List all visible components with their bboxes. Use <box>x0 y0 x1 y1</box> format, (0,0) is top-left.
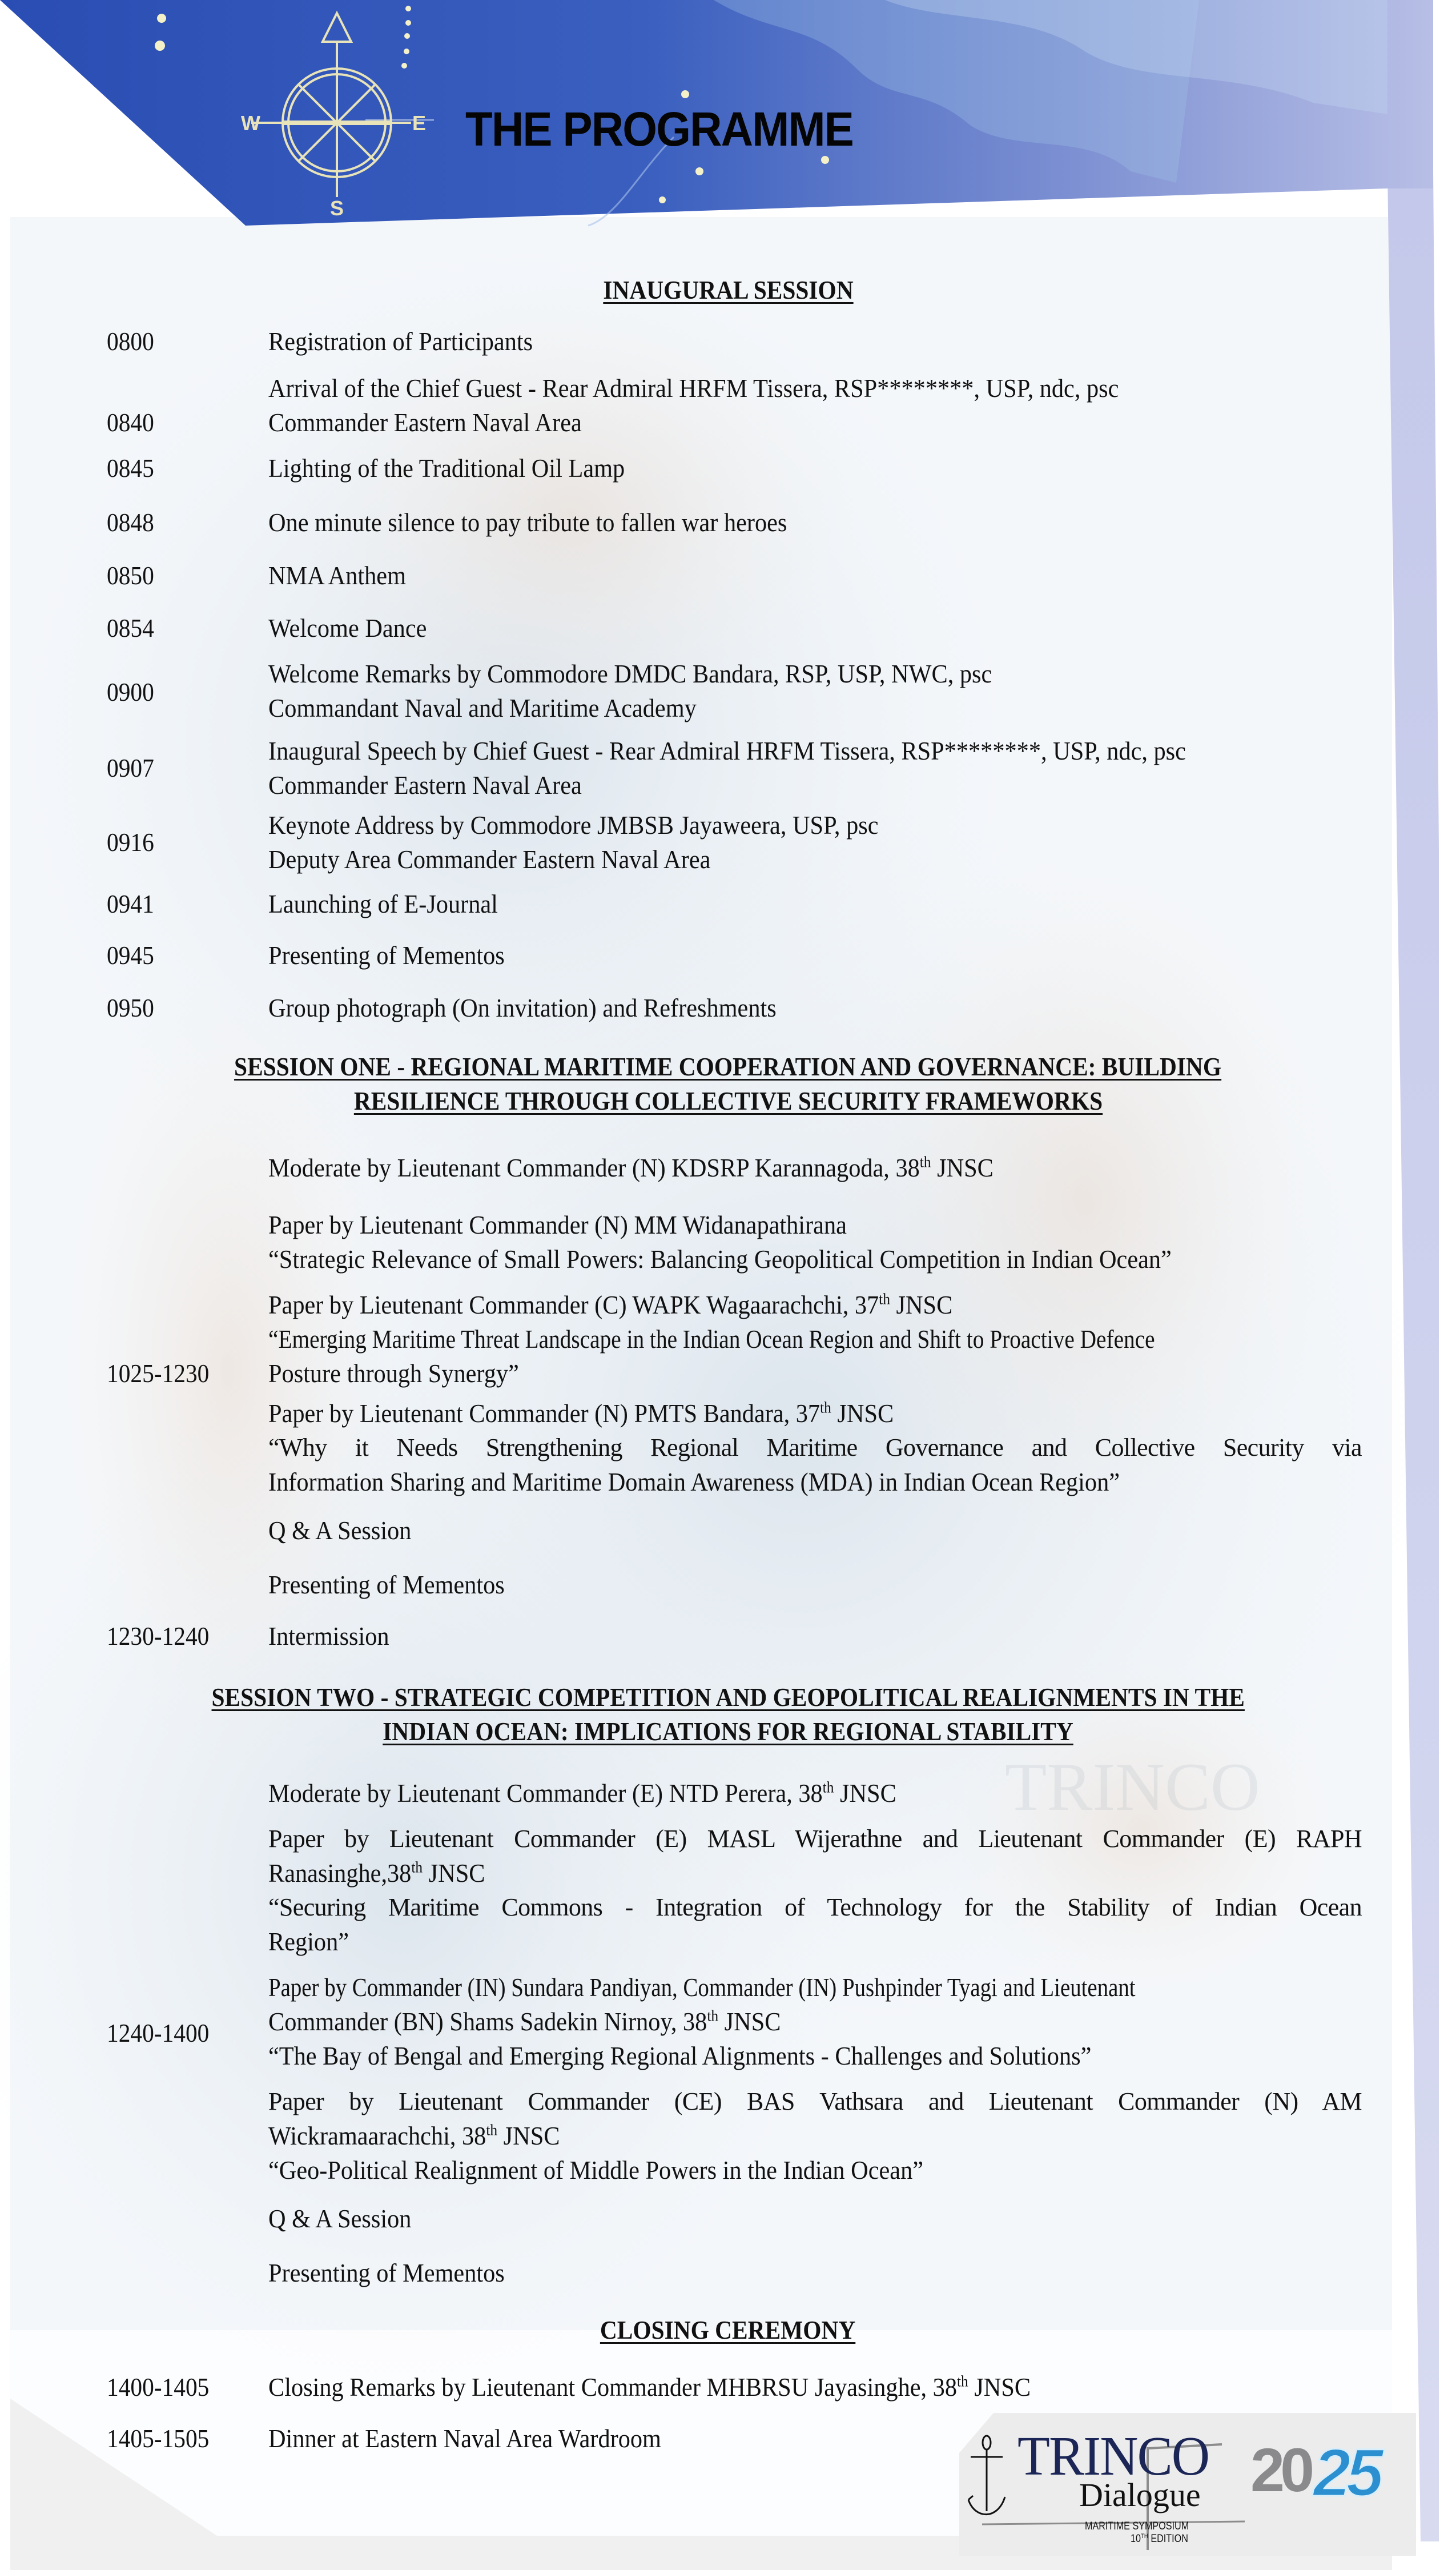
description-cell: Presenting of Mementos <box>268 941 505 970</box>
description-cell: Keynote Address by Commodore JMBSB Jayaweera, USP, psc Deputy Area Commander Eastern Naval Area <box>268 810 879 874</box>
description-cell: Dinner at Eastern Naval Area Wardroom <box>268 2424 661 2453</box>
section-heading-session-two-line2: INDIAN OCEAN: IMPLICATIONS FOR REGIONAL STABILITY <box>383 1717 1073 1746</box>
paper-entry: Paper by Lieutenant Commander (CE) BAS Vathsara and Lieutenant Commander (N) AM Wickramaarachchi, 38th JNSC “Geo-Political Realignment of Middle Powers in the Indian Ocean” <box>268 2087 1362 2184</box>
description-cell: Arrival of the Chief Guest - Rear Admiral HRFM Tissera, RSP********, USP, ndc, psc Commander Eastern Naval Area <box>268 374 1119 437</box>
logo-wordmark: TRINCO <box>1017 2426 1209 2487</box>
time-cell: 0941 <box>107 889 154 918</box>
time-cell: 0850 <box>107 561 154 590</box>
section-heading-session-two: SESSION TWO - STRATEGIC COMPETITION AND GEOPOLITICAL REALIGNMENTS IN THE <box>211 1682 1245 1712</box>
qa-session: Q & A Session <box>268 1516 412 1545</box>
paper-entry: Paper by Lieutenant Commander (N) PMTS Bandara, 37th JNSC “Why it Needs Strengthening Regional Maritime Governance and Collective Security via Information Sharing and Maritime Domain Awareness (MDA) in Indian Ocean Region” <box>268 1398 1362 1496</box>
logo-year-part-b: 25 <box>1313 2435 1379 2511</box>
time-cell: 0916 <box>107 828 154 857</box>
presenting-mementos: Presenting of Mementos <box>268 2258 505 2287</box>
qa-session: Q & A Session <box>268 2204 412 2233</box>
time-cell: 0854 <box>107 613 154 642</box>
logo-edition: 10TH EDITION <box>1131 2533 1188 2545</box>
time-cell: 1400-1405 <box>107 2372 210 2402</box>
watermark-logo: TRINCO <box>1005 1749 1260 1825</box>
description-cell: Group photograph (On invitation) and Refreshments <box>268 993 777 1022</box>
compass-west-label: W <box>241 111 260 135</box>
time-cell: 0800 <box>107 327 154 356</box>
time-cell: 1230-1240 <box>107 1621 210 1651</box>
time-cell: 0900 <box>107 677 154 706</box>
time-cell: 1240-1400 <box>107 2018 210 2047</box>
time-cell: 0848 <box>107 508 154 537</box>
time-cell: 0840 <box>107 408 154 437</box>
time-cell: 1025-1230 <box>107 1359 210 1388</box>
paper-entry: Paper by Lieutenant Commander (N) MM Widanapathirana “Strategic Relevance of Small Powers: Balancing Geopolitical Competition in Indian Ocean” <box>268 1210 1172 1274</box>
compass-south-label: S <box>330 196 344 220</box>
section-heading-closing: CLOSING CEREMONY <box>600 2315 856 2344</box>
description-cell: Closing Remarks by Lieutenant Commander MHBRSU Jayasinghe, 38th JNSC <box>268 2372 1031 2402</box>
time-cell: 1405-1505 <box>107 2424 210 2453</box>
time-cell: 0845 <box>107 453 154 483</box>
compass-east-label: E <box>412 111 427 135</box>
section-heading-session-one-line2: RESILIENCE THROUGH COLLECTIVE SECURITY FRAMEWORKS <box>353 1086 1103 1115</box>
paper-entry: Paper by Lieutenant Commander (C) WAPK Wagaarachchi, 37th JNSC “Emerging Maritime Threat Landscape in the Indian Ocean Region and Shift to Proactive Defence Posture through Synergy” <box>268 1290 1155 1388</box>
description-cell: Welcome Remarks by Commodore DMDC Bandara, RSP, USP, NWC, psc Commandant Naval and Maritime Academy <box>268 659 992 722</box>
logo-year-part-a: 20 <box>1250 2435 1310 2504</box>
description-cell: Launching of E-Journal <box>268 889 498 918</box>
logo-subtitle: Dialogue <box>1079 2476 1201 2513</box>
paper-entry: Paper by Commander (IN) Sundara Pandiyan, Commander (IN) Pushpinder Tyagi and Lieutenant Commander (BN) Shams Sadekin Nirnoy, 38th JNSC “The Bay of Bengal and Emerging Regional Alignments - Challenges and Solutions” <box>268 1973 1136 2070</box>
time-cell: 0950 <box>107 993 154 1022</box>
time-cell: 0945 <box>107 941 154 970</box>
presenting-mementos: Presenting of Mementos <box>268 1570 505 1599</box>
page-title: THE PROGRAMME <box>465 102 853 156</box>
section-heading-inaugural: INAUGURAL SESSION <box>602 275 854 304</box>
anchor-icon <box>964 2434 1009 2520</box>
section-heading-session-one: SESSION ONE - REGIONAL MARITIME COOPERATION AND GOVERNANCE: BUILDING <box>234 1052 1222 1081</box>
logo-tagline: MARITIME SYMPOSIUM <box>1085 2520 1189 2532</box>
description-cell: Inaugural Speech by Chief Guest - Rear Admiral HRFM Tissera, RSP********, USP, ndc, psc Commander Eastern Naval Area <box>268 736 1186 800</box>
paper-entry: Paper by Lieutenant Commander (E) MASL Wijerathne and Lieutenant Commander (E) RAPH Ranasinghe,38th JNSC “Securing Maritime Commons - Integration of Technology for the Stability of Indian Ocean Region” <box>268 1825 1362 1956</box>
description-cell: Lighting of the Traditional Oil Lamp <box>268 453 625 483</box>
time-cell: 0907 <box>107 753 154 782</box>
description-cell: Registration of Participants <box>268 327 533 356</box>
description-cell: Intermission <box>268 1621 389 1651</box>
description-cell: Welcome Dance <box>268 613 427 642</box>
description-cell: NMA Anthem <box>268 561 407 590</box>
moderator: Moderate by Lieutenant Commander (N) KDSRP Karannagoda, 38th JNSC <box>268 1153 994 1182</box>
moderator: Moderate by Lieutenant Commander (E) NTD Perera, 38th JNSC <box>268 1778 896 1808</box>
description-cell: One minute silence to pay tribute to fallen war heroes <box>268 508 787 537</box>
